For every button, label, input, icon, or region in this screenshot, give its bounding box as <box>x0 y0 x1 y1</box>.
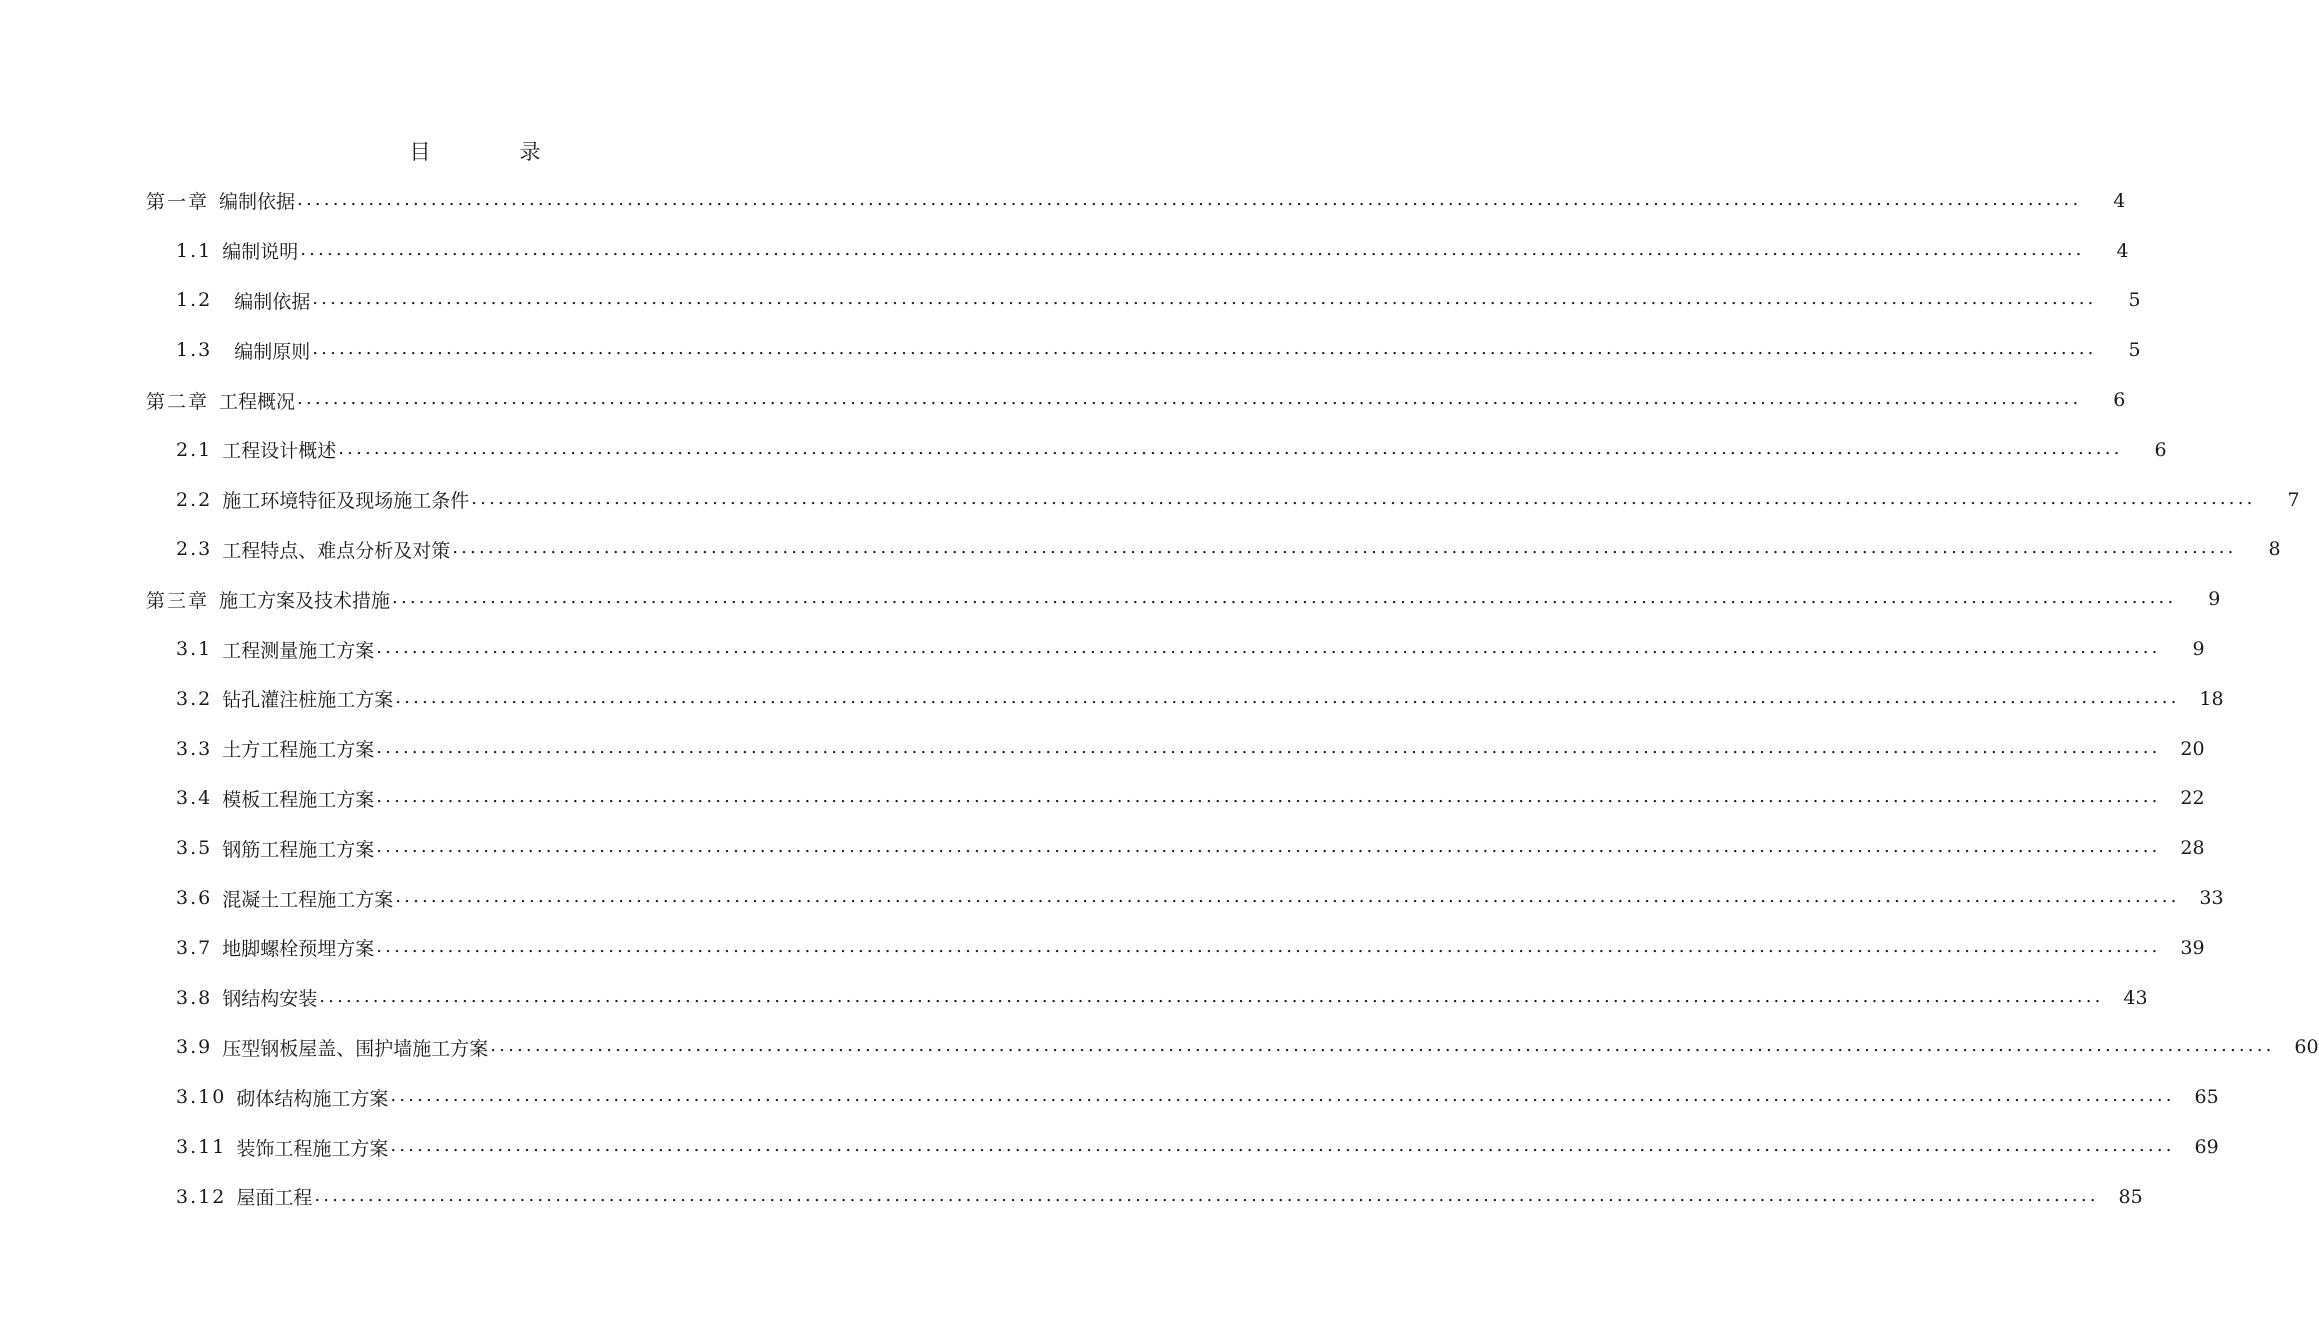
toc-list <box>0 176 2319 1222</box>
toc-entry-page: 85 <box>2118 1185 2143 1208</box>
toc-entry-number: 3.3 <box>176 737 213 760</box>
toc-leader-dots: ........................................................................................................................................................................................................ <box>376 736 2161 758</box>
toc-entry-page: 33 <box>2199 887 2224 910</box>
toc-entry-page: 5 <box>2128 289 2141 312</box>
toc-entry-page: 18 <box>2199 687 2224 710</box>
toc-entry-number: 3.10 <box>176 1086 227 1109</box>
toc-entry-20[interactable] <box>0 1122 2219 1172</box>
toc-entry-number: 3.2 <box>176 687 213 710</box>
toc-entry-label: 编制说明 <box>222 241 299 264</box>
toc-entry-page: 9 <box>2192 638 2205 661</box>
toc-entry-number: 1.1 <box>176 239 213 262</box>
toc-entry-page: 22 <box>2180 787 2205 810</box>
toc-entry-label: 钢筋工程施工方案 <box>222 838 375 861</box>
toc-leader-dots: ........................................................................................................................................................................................................ <box>297 388 2082 410</box>
toc-leader-dots: ........................................................................................................................................................................................................ <box>312 338 2097 360</box>
toc-entry-label: 模板工程施工方案 <box>222 788 375 811</box>
toc-entry-page: 9 <box>2208 588 2221 611</box>
toc-entry-label: 编制依据 <box>219 191 296 214</box>
toc-entry-page: 4 <box>2116 239 2129 262</box>
toc-entry-3[interactable] <box>0 276 2141 326</box>
toc-entry-number: 2.2 <box>176 488 213 511</box>
toc-entry-number: 第一章 <box>146 191 210 214</box>
toc-leader-dots: ........................................................................................................................................................................................................ <box>390 1135 2175 1157</box>
toc-entry-number: 第三章 <box>146 589 210 612</box>
toc-entry-19[interactable] <box>0 1072 2219 1122</box>
toc-entry-label: 编制依据 <box>234 290 311 313</box>
toc-entry-16[interactable] <box>0 923 2205 973</box>
toc-entry-number: 第二章 <box>146 390 210 413</box>
toc-entry-8[interactable] <box>0 525 2281 575</box>
toc-entry-page: 6 <box>2113 389 2126 412</box>
toc-entry-15[interactable] <box>0 873 2224 923</box>
toc-entry-label: 工程特点、难点分析及对策 <box>222 539 451 562</box>
toc-leader-dots: ........................................................................................................................................................................................................ <box>376 786 2161 808</box>
toc-entry-number: 2.3 <box>176 538 213 561</box>
toc-entry-18[interactable] <box>0 1023 2319 1073</box>
toc-entry-page: 60 <box>2294 1036 2319 1059</box>
toc-leader-dots: ........................................................................................................................................................................................................ <box>471 487 2256 509</box>
toc-leader-dots: ........................................................................................................................................................................................................ <box>338 437 2123 459</box>
toc-entry-label: 砌体结构施工方案 <box>236 1087 389 1110</box>
toc-leader-dots: ........................................................................................................................................................................................................ <box>490 1035 2275 1057</box>
toc-leader-dots: ........................................................................................................................................................................................................ <box>395 686 2180 708</box>
toc-leader-dots: ........................................................................................................................................................................................................ <box>376 836 2161 858</box>
toc-entry-10[interactable] <box>0 624 2205 674</box>
toc-entry-label: 地脚螺栓预埋方案 <box>222 938 375 961</box>
toc-entry-17[interactable] <box>0 973 2148 1023</box>
toc-entry-9[interactable] <box>0 574 2221 624</box>
toc-leader-dots: ........................................................................................................................................................................................................ <box>390 1085 2175 1107</box>
toc-entry-number: 3.11 <box>176 1136 227 1159</box>
toc-entry-label: 屋面工程 <box>236 1187 313 1210</box>
toc-entry-page: 4 <box>2113 189 2126 212</box>
toc-entry-page: 20 <box>2180 737 2205 760</box>
toc-leader-dots: ........................................................................................................................................................................................................ <box>300 238 2085 260</box>
toc-entry-1[interactable] <box>0 176 2126 226</box>
toc-entry-21[interactable] <box>0 1172 2143 1222</box>
toc-entry-number: 1.2 <box>176 289 213 312</box>
toc-leader-dots: ........................................................................................................................................................................................................ <box>452 537 2237 559</box>
toc-entry-page: 39 <box>2180 936 2205 959</box>
toc-entry-14[interactable] <box>0 823 2205 873</box>
toc-entry-label: 编制原则 <box>234 340 311 363</box>
toc-entry-label: 施工方案及技术措施 <box>219 589 391 612</box>
toc-entry-label: 钻孔灌注桩施工方案 <box>222 689 394 712</box>
toc-entry-page: 6 <box>2154 438 2167 461</box>
toc-leader-dots: ........................................................................................................................................................................................................ <box>312 288 2097 310</box>
toc-entry-label: 土方工程施工方案 <box>222 739 375 762</box>
toc-entry-page: 28 <box>2180 837 2205 860</box>
toc-leader-dots: ........................................................................................................................................................................................................ <box>319 985 2104 1007</box>
toc-entry-label: 钢结构安装 <box>222 988 318 1011</box>
toc-entry-label: 压型钢板屋盖、围护墙施工方案 <box>222 1037 489 1060</box>
toc-leader-dots: ........................................................................................................................................................................................................ <box>392 587 2177 609</box>
toc-entry-number: 3.8 <box>176 986 213 1009</box>
toc-entry-page: 8 <box>2268 538 2281 561</box>
toc-leader-dots: ........................................................................................................................................................................................................ <box>376 637 2161 659</box>
toc-entry-2[interactable] <box>0 226 2129 276</box>
toc-entry-number: 3.6 <box>176 887 213 910</box>
toc-entry-number: 3.5 <box>176 837 213 860</box>
toc-entry-4[interactable] <box>0 325 2141 375</box>
toc-entry-13[interactable] <box>0 774 2205 824</box>
toc-leader-dots: ........................................................................................................................................................................................................ <box>297 188 2082 210</box>
toc-entry-page: 65 <box>2194 1086 2219 1109</box>
toc-entry-number: 3.9 <box>176 1036 213 1059</box>
toc-entry-page: 7 <box>2287 488 2300 511</box>
toc-entry-number: 3.4 <box>176 787 213 810</box>
toc-entry-page: 69 <box>2194 1136 2219 1159</box>
toc-entry-12[interactable] <box>0 724 2205 774</box>
toc-entry-number: 3.1 <box>176 638 213 661</box>
toc-entry-number: 2.1 <box>176 438 213 461</box>
toc-entry-label: 装饰工程施工方案 <box>236 1137 389 1160</box>
toc-entry-page: 5 <box>2128 339 2141 362</box>
toc-title: 目 录 <box>409 140 575 164</box>
toc-entry-label: 工程测量施工方案 <box>222 639 375 662</box>
toc-entry-6[interactable] <box>0 425 2167 475</box>
toc-entry-5[interactable] <box>0 375 2126 425</box>
toc-entry-page: 43 <box>2123 986 2148 1009</box>
toc-entry-11[interactable] <box>0 674 2224 724</box>
toc-entry-label: 工程概况 <box>219 390 296 413</box>
toc-entry-label: 工程设计概述 <box>222 440 337 463</box>
toc-entry-number: 1.3 <box>176 339 213 362</box>
toc-leader-dots: ........................................................................................................................................................................................................ <box>376 935 2161 957</box>
toc-entry-7[interactable] <box>0 475 2300 525</box>
toc-entry-number: 3.12 <box>176 1185 227 1208</box>
toc-entry-number: 3.7 <box>176 936 213 959</box>
toc-entry-label: 混凝土工程施工方案 <box>222 888 394 911</box>
toc-entry-label: 施工环境特征及现场施工条件 <box>222 490 470 513</box>
toc-leader-dots: ........................................................................................................................................................................................................ <box>314 1184 2099 1206</box>
toc-leader-dots: ........................................................................................................................................................................................................ <box>395 886 2180 908</box>
